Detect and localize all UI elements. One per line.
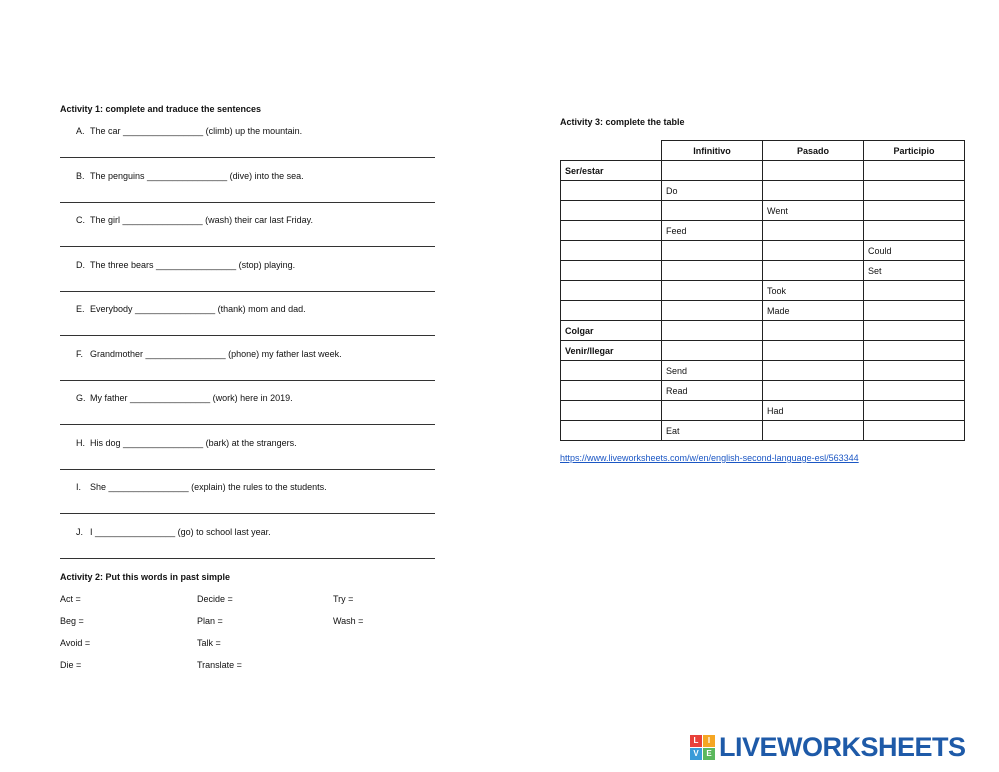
sentence-item (76, 349, 342, 359)
table-row (561, 221, 965, 241)
table-cell[interactable] (662, 401, 763, 421)
table-cell[interactable] (662, 321, 763, 341)
table-row (561, 181, 965, 201)
table-cell: Went (763, 201, 864, 221)
sentence-item (76, 260, 295, 270)
table-cell[interactable] (763, 321, 864, 341)
table-cell: Send (662, 361, 763, 381)
answer-line[interactable] (60, 157, 435, 158)
table-cell: Feed (662, 221, 763, 241)
sentence-text: She ________________ (explain) the rules to the students. (90, 482, 327, 492)
sentence-item (76, 215, 313, 225)
row-label: Venir/llegar (561, 341, 662, 361)
row-label[interactable] (561, 281, 662, 301)
table-cell[interactable] (864, 221, 965, 241)
table-cell: Could (864, 241, 965, 261)
table-cell[interactable] (763, 261, 864, 281)
table-row (561, 281, 965, 301)
table-cell[interactable] (763, 181, 864, 201)
sentence-text: Everybody ________________ (thank) mom and dad. (90, 304, 306, 314)
word-item[interactable]: Talk = (197, 638, 221, 648)
logo-text: LIVEWORKSHEETS (719, 731, 966, 762)
worksheet-link[interactable]: https://www.liveworksheets.com/w/en/english-second-language-esl/563344 (560, 453, 859, 463)
sentence-letter: A. (76, 126, 85, 136)
table-cell[interactable] (662, 201, 763, 221)
table-cell[interactable] (864, 161, 965, 181)
table-cell[interactable] (864, 301, 965, 321)
sentence-letter: E. (76, 304, 85, 314)
column-header: Infinitivo (662, 141, 763, 161)
word-item[interactable]: Beg = (60, 616, 84, 626)
row-label[interactable] (561, 261, 662, 281)
table-corner (561, 141, 662, 161)
table-row (561, 261, 965, 281)
row-label[interactable] (561, 301, 662, 321)
table-row (561, 161, 965, 181)
table-cell[interactable] (864, 401, 965, 421)
table-cell[interactable] (763, 421, 864, 441)
answer-line[interactable] (60, 335, 435, 336)
table-row (561, 401, 965, 421)
table-cell[interactable] (864, 341, 965, 361)
row-label: Ser/estar (561, 161, 662, 181)
table-cell[interactable] (662, 241, 763, 261)
sentence-letter: D. (76, 259, 85, 270)
table-cell[interactable] (763, 361, 864, 381)
sentence-letter: H. (76, 437, 85, 448)
table-cell[interactable] (662, 301, 763, 321)
answer-line[interactable] (60, 246, 435, 247)
logo-mark-tile: I (703, 735, 715, 747)
activity3-title: Activity 3: complete the table (560, 117, 685, 127)
sentence-text: My father ________________ (work) here in 2019. (90, 393, 293, 403)
sentence-item (76, 171, 304, 181)
liveworksheets-logo (690, 730, 966, 764)
sentence-text: Grandmother ________________ (phone) my father last week. (90, 348, 342, 359)
word-item[interactable]: Plan = (197, 616, 223, 626)
verb-table (560, 140, 965, 441)
row-label: Colgar (561, 321, 662, 341)
answer-line[interactable] (60, 380, 435, 381)
sentence-item (76, 438, 297, 448)
logo-mark-tile: L (690, 735, 702, 747)
sentence-text: I ________________ (go) to school last year. (90, 526, 271, 537)
word-item[interactable]: Try = (333, 594, 354, 604)
table-cell[interactable] (763, 381, 864, 401)
row-label[interactable] (561, 241, 662, 261)
logo-mark-icon (690, 735, 715, 760)
table-cell[interactable] (763, 341, 864, 361)
sentence-item (76, 527, 271, 537)
sentence-text: The three bears ________________ (stop) playing. (90, 259, 296, 270)
word-item[interactable]: Die = (60, 660, 82, 670)
table-cell[interactable] (763, 161, 864, 181)
table-cell[interactable] (662, 261, 763, 281)
logo-mark-tile: E (703, 748, 715, 760)
table-cell[interactable] (763, 221, 864, 241)
word-item[interactable]: Wash = (333, 616, 364, 626)
row-label[interactable] (561, 401, 662, 421)
sentence-letter: J. (76, 526, 84, 537)
word-item[interactable]: Decide = (197, 594, 233, 604)
word-item[interactable]: Avoid = (60, 638, 91, 648)
table-cell[interactable] (864, 361, 965, 381)
sentence-letter: I. (76, 482, 82, 492)
sentence-item (76, 482, 327, 492)
logo-mark-tile: V (690, 748, 702, 760)
answer-line[interactable] (60, 202, 435, 203)
column-header: Pasado (763, 141, 864, 161)
word-item[interactable]: Act = (60, 594, 81, 604)
sentence-text: The penguins ________________ (dive) into the sea. (90, 170, 304, 181)
table-cell[interactable] (662, 341, 763, 361)
answer-line[interactable] (60, 558, 435, 559)
table-cell[interactable] (662, 281, 763, 301)
table-cell: Set (864, 261, 965, 281)
table-cell: Took (763, 281, 864, 301)
answer-line[interactable] (60, 291, 435, 292)
table-cell: Read (662, 381, 763, 401)
table-row (561, 321, 965, 341)
sentence-text: The car ________________ (climb) up the mountain. (90, 126, 303, 136)
sentence-text: His dog ________________ (bark) at the strangers. (90, 437, 297, 448)
table-cell[interactable] (864, 201, 965, 221)
sentence-letter: F. (76, 348, 84, 359)
table-cell[interactable] (864, 281, 965, 301)
table-header-row (561, 141, 965, 161)
table-cell[interactable] (662, 161, 763, 181)
row-label[interactable] (561, 361, 662, 381)
table-row (561, 201, 965, 221)
sentence-item (76, 126, 302, 136)
table-cell: Do (662, 181, 763, 201)
table-cell[interactable] (864, 381, 965, 401)
table-cell: Eat (662, 421, 763, 441)
table-row (561, 341, 965, 361)
table-cell: Made (763, 301, 864, 321)
row-label[interactable] (561, 381, 662, 401)
sentence-letter: C. (76, 215, 85, 225)
row-label[interactable] (561, 181, 662, 201)
table-cell[interactable] (763, 241, 864, 261)
answer-line[interactable] (60, 513, 435, 514)
sentence-item (76, 304, 306, 314)
table-row (561, 301, 965, 321)
table-cell[interactable] (864, 421, 965, 441)
answer-line[interactable] (60, 424, 435, 425)
activity1-title: Activity 1: complete and traduce the sentences (60, 104, 262, 114)
table-cell[interactable] (864, 321, 965, 341)
table-row (561, 381, 965, 401)
activity2-title: Activity 2: Put this words in past simple (60, 572, 231, 582)
table-row (561, 241, 965, 261)
answer-line[interactable] (60, 469, 435, 470)
word-item[interactable]: Translate = (197, 660, 242, 670)
table-cell[interactable] (864, 181, 965, 201)
row-label[interactable] (561, 221, 662, 241)
sentence-letter: B. (76, 170, 85, 181)
column-header: Participio (864, 141, 965, 161)
table-row (561, 421, 965, 441)
table-cell: Had (763, 401, 864, 421)
sentence-letter: G. (76, 393, 86, 403)
sentence-text: The girl ________________ (wash) their car last Friday. (90, 215, 313, 225)
row-label[interactable] (561, 421, 662, 441)
row-label[interactable] (561, 201, 662, 221)
sentence-item (76, 393, 293, 403)
table-row (561, 361, 965, 381)
